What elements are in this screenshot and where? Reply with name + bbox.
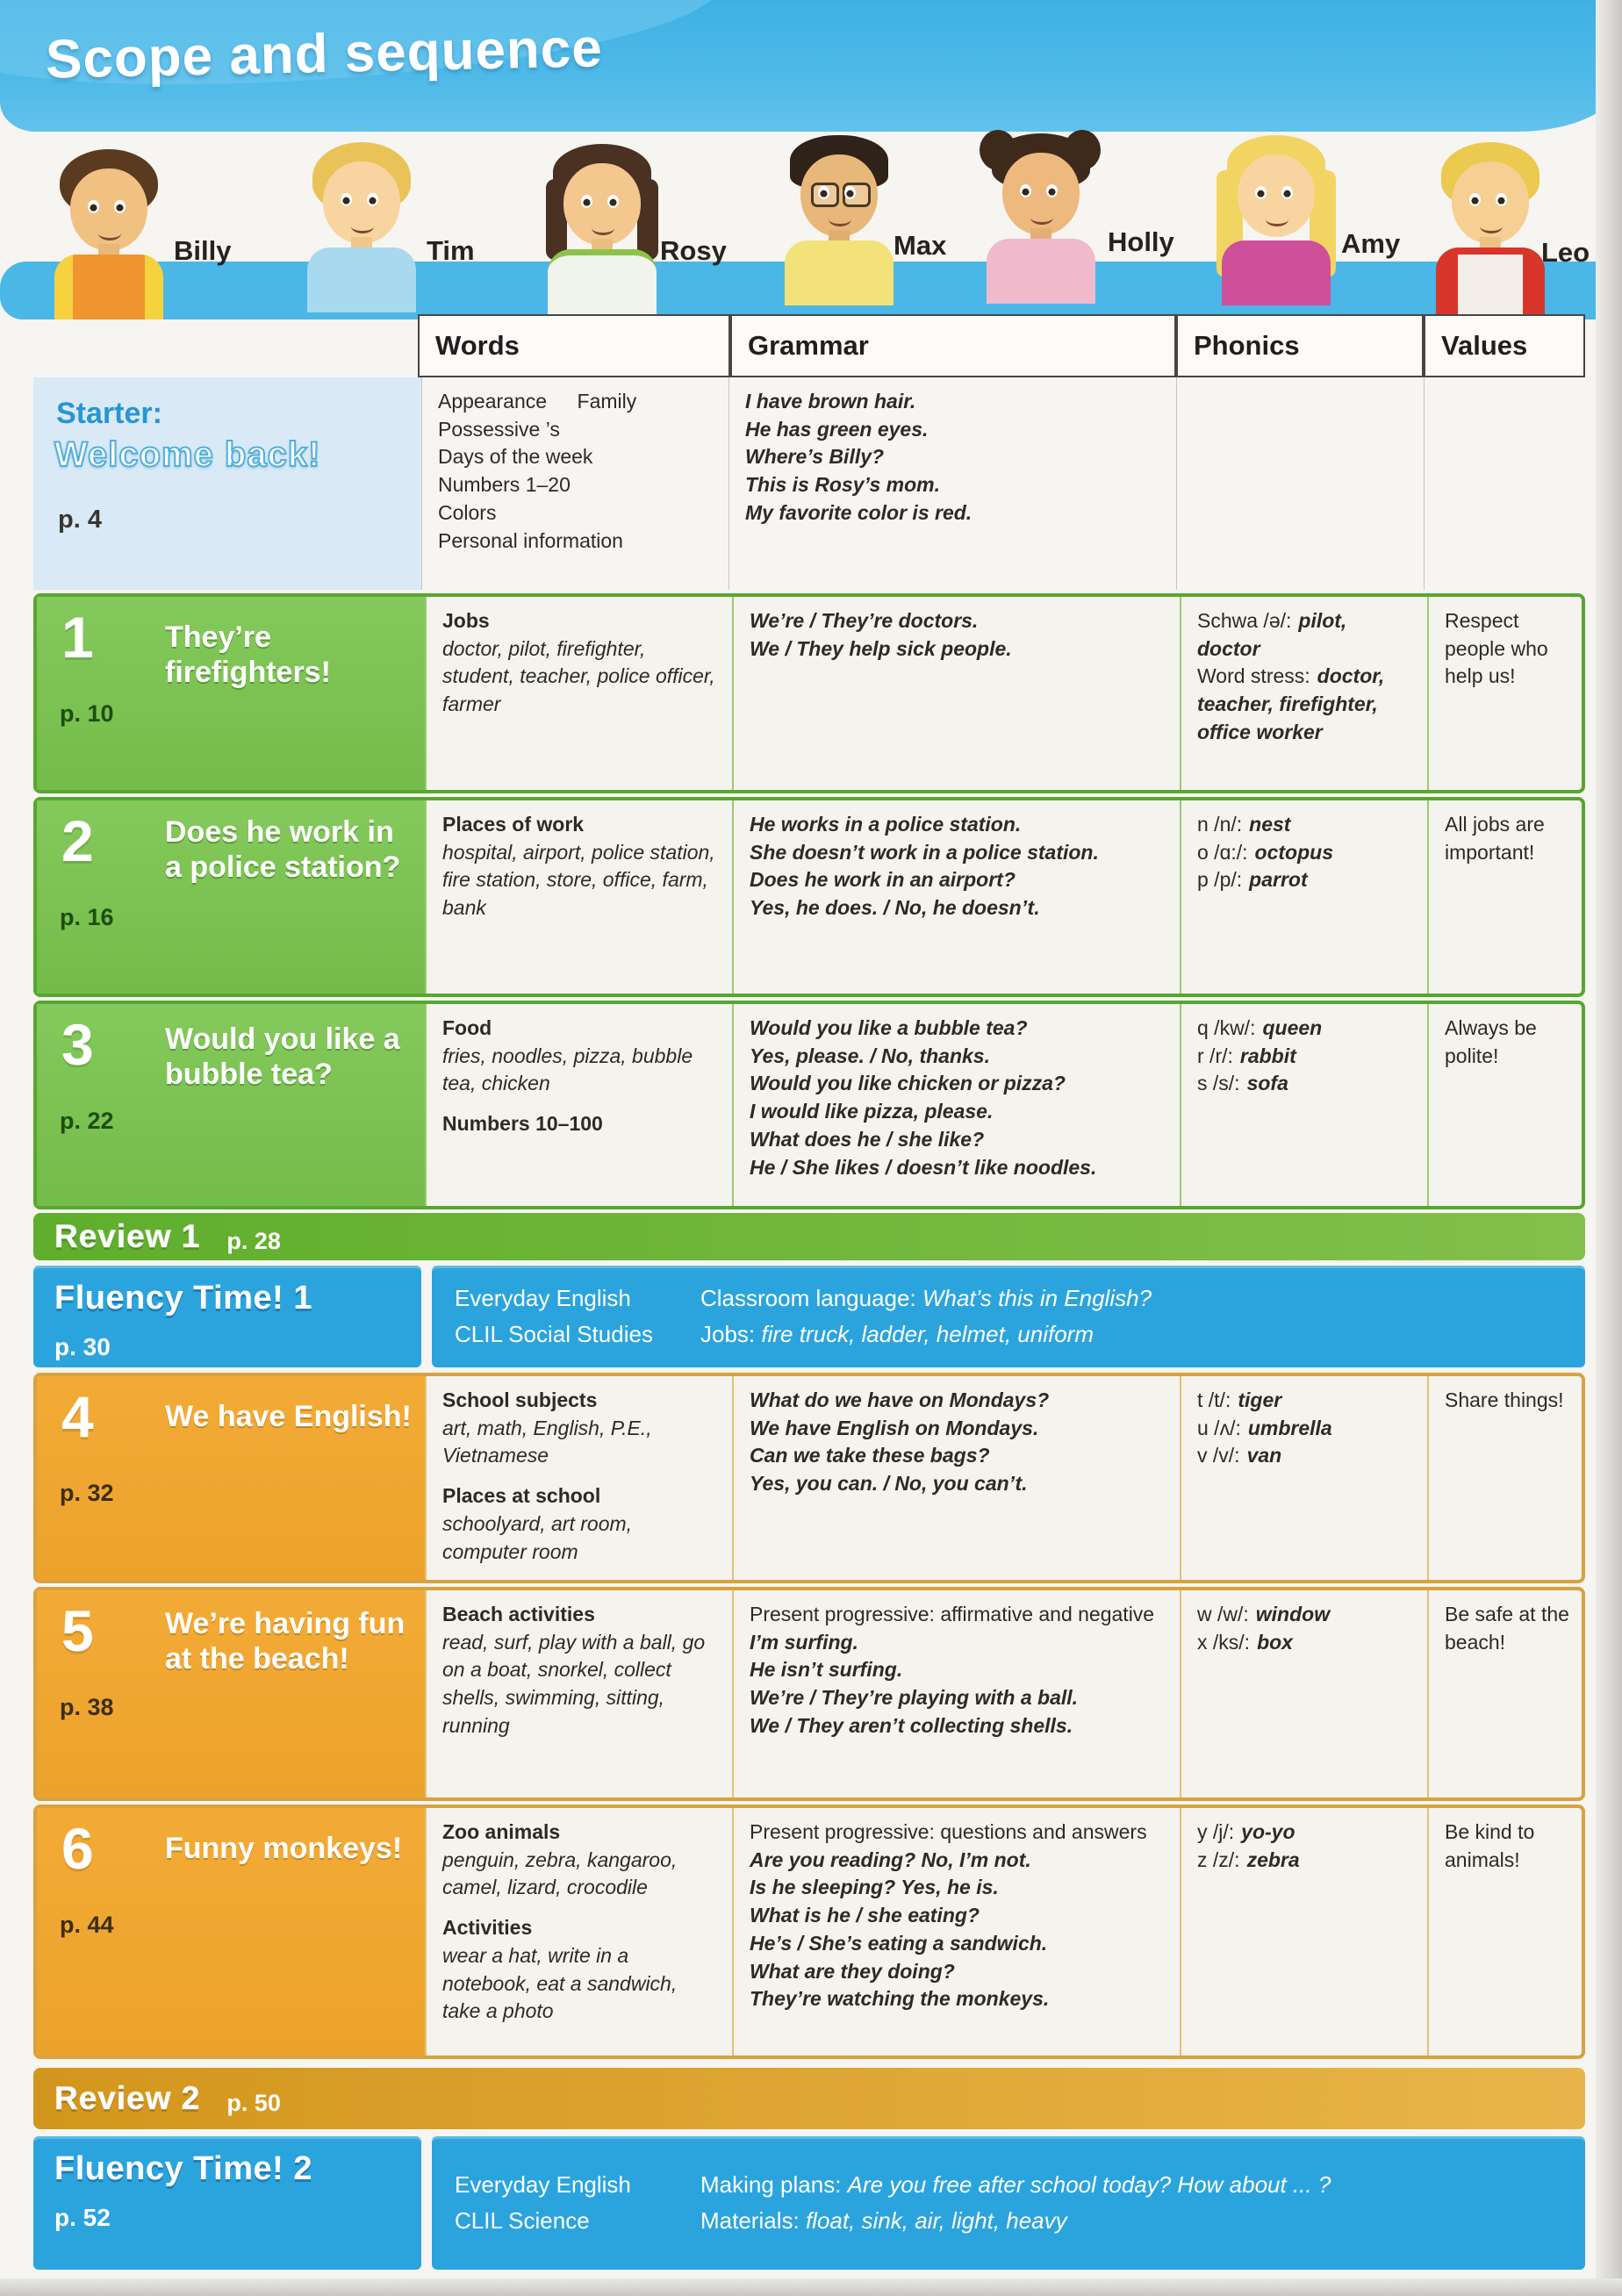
grammar-line: Can we take these bags? [750, 1444, 990, 1467]
rosy-mouth [592, 221, 614, 235]
unit-1-cell [37, 597, 425, 790]
grammar-line: I’m surfing. [750, 1630, 858, 1654]
tim-shirt [307, 248, 416, 312]
row-unit-5 [33, 1587, 1585, 1801]
grammar-line: We’re / They’re playing with a ball. [750, 1686, 1079, 1710]
words-heading: Places at school [442, 1484, 601, 1508]
unit-2-cell [37, 800, 425, 994]
unit-5-values-cell: Be safe at the beach! [1427, 1590, 1589, 1797]
phonics-key: q /kw/: [1197, 1016, 1256, 1039]
phonics-example: window [1255, 1603, 1331, 1625]
unit-3-cell [37, 1004, 425, 1206]
unit-4-values-cell: Share things! [1427, 1376, 1589, 1580]
unit-6-cell [37, 1808, 425, 2056]
unit-4-words-cell [425, 1376, 732, 1580]
grammar-line: What do we have on Mondays? [750, 1388, 1050, 1411]
phonics-key: o /ɑ:/: [1197, 840, 1248, 864]
fluency-row-text [700, 2207, 1562, 2235]
holly-eye [1046, 184, 1058, 197]
phonics-example: zebra [1246, 1848, 1300, 1871]
grammar-line: We / They help sick people. [750, 636, 1012, 660]
fluency-row-phrase: fire truck, ladder, helmet, uniform [761, 1321, 1094, 1347]
unit-1-values-cell: Respect people who help us! [1427, 597, 1589, 790]
starter-page-ref: p. 4 [58, 506, 102, 534]
rosy-eye [581, 195, 592, 208]
unit-title: We’re having fun at the beach! [165, 1607, 406, 1676]
words-heading: School subjects [442, 1388, 598, 1411]
unit-3-phonics-cell [1180, 1004, 1427, 1206]
grammar-line: He isn’t surfing. [750, 1658, 903, 1682]
unit-2-phonics-cell [1180, 800, 1427, 994]
starter-values-cell [1424, 377, 1585, 590]
unit-2-words-cell [425, 800, 732, 994]
words-list: hospital, airport, police station, fire station, store, office, farm, bank [442, 840, 715, 920]
amy-shirt [1222, 240, 1331, 305]
max-shirt [785, 240, 894, 305]
fluency-1-content-cell [432, 1266, 1585, 1367]
billy-eye [114, 200, 126, 213]
grammar-line: Yes, he does. / No, he doesn’t. [750, 896, 1040, 920]
leo-eye [1496, 193, 1507, 206]
amy-eye [1281, 186, 1293, 199]
starter-word-line: Possessive ’s [438, 417, 560, 441]
fluency-row-phrase: float, sink, air, light, heavy [805, 2207, 1067, 2234]
column-header-words: Words [418, 314, 730, 377]
words-list: art, math, English, P.E., Vietnamese [442, 1416, 652, 1467]
unit-number: 1 [61, 605, 94, 670]
grammar-line: Does he work in an airport? [750, 868, 1016, 892]
unit-6-phonics-cell [1180, 1808, 1427, 2056]
fluency-2-title-cell [33, 2136, 421, 2270]
grammar-line: He works in a police station. [750, 813, 1022, 836]
unit-5-cell [37, 1590, 425, 1797]
unit-page-ref: p. 22 [60, 1108, 114, 1134]
grammar-line: Would you like a bubble tea? [750, 1016, 1028, 1039]
character-name-amy: Amy [1341, 228, 1401, 259]
grammar-line: I have brown hair. [745, 390, 916, 413]
words-heading: Zoo animals [442, 1820, 561, 1843]
phonics-key: r /r/: [1197, 1044, 1233, 1067]
fluency-1-title: Fluency Time! 1 [54, 1280, 313, 1317]
holly-shirt [987, 239, 1095, 304]
words-list: fries, noodles, pizza, bubble tea, chicken [442, 1044, 693, 1095]
holly-eye [1020, 184, 1031, 197]
leo-shirt [1436, 248, 1545, 319]
words-heading: Food [442, 1016, 492, 1039]
review-1-page-ref: p. 28 [226, 1227, 281, 1254]
phonics-key: Schwa /ə/: [1197, 609, 1292, 632]
phonics-example: umbrella [1247, 1416, 1332, 1439]
unit-1-phonics-cell [1180, 597, 1427, 790]
character-name-holly: Holly [1108, 226, 1174, 257]
unit-2-values-cell: All jobs are important! [1427, 800, 1589, 994]
grammar-line: Would you like chicken or pizza? [750, 1072, 1066, 1095]
amy-eye [1255, 186, 1267, 199]
column-header-values: Values [1424, 314, 1585, 377]
grammar-line: Yes, please. / No, thanks. [750, 1044, 990, 1067]
starter-word-line: Days of the week [438, 445, 593, 469]
starter-grammar-cell [728, 377, 1176, 590]
unit-title: Funny monkeys! [165, 1832, 403, 1865]
words-heading: Places of work [442, 813, 585, 836]
unit-5-phonics-cell [1180, 1590, 1427, 1797]
tim-eye [367, 193, 378, 206]
fluency-2-page-ref: p. 52 [54, 2204, 111, 2231]
row-unit-1 [33, 593, 1585, 793]
unit-5-grammar-cell [732, 1590, 1180, 1797]
phonics-key: n /n/: [1197, 813, 1243, 836]
character-name-rosy: Rosy [660, 235, 727, 266]
column-header-grammar: Grammar [730, 314, 1176, 377]
unit-6-values-cell: Be kind to animals! [1427, 1808, 1589, 2056]
unit-page-ref: p. 32 [60, 1480, 114, 1506]
grammar-line: He / She likes / doesn’t like noodles. [750, 1155, 1097, 1179]
holly-mouth [1030, 211, 1053, 225]
avatar-billy [42, 147, 174, 319]
grammar-line: Yes, you can. / No, you can’t. [750, 1472, 1028, 1496]
unit-4-cell [37, 1376, 425, 1580]
grammar-line: We have English on Mondays. [750, 1416, 1039, 1439]
unit-4-grammar-cell [732, 1376, 1180, 1580]
unit-title: We have English! [165, 1400, 412, 1433]
starter-title: Welcome back! [54, 435, 321, 474]
grammar-line: This is Rosy’s mom. [745, 473, 940, 497]
unit-5-words-cell [425, 1590, 732, 1797]
avatar-holly [974, 132, 1106, 304]
row-unit-4 [33, 1373, 1585, 1583]
unit-number: 2 [61, 808, 94, 873]
unit-page-ref: p. 38 [60, 1694, 114, 1720]
unit-number: 4 [61, 1384, 94, 1449]
grammar-line: We / They aren’t collecting shells. [750, 1713, 1073, 1737]
unit-6-grammar-cell [732, 1808, 1180, 2056]
fluency-row-label: Everyday English [455, 1285, 631, 1311]
fluency-row-prefix: Classroom language: [700, 1285, 916, 1311]
rosy-eye [607, 195, 619, 208]
phonics-key: z /z/: [1197, 1848, 1240, 1871]
grammar-line: She doesn’t work in a police station. [750, 840, 1099, 864]
fluency-1-title-cell [33, 1266, 421, 1367]
words-heading: Activities [442, 1916, 533, 1940]
character-name-billy: Billy [174, 235, 232, 266]
starter-word-line: Personal information [438, 528, 623, 552]
unit-number: 5 [61, 1598, 94, 1663]
fluency-row-text [700, 1321, 1562, 1348]
review-1-label: Review 1 [54, 1218, 201, 1254]
unit-number: 6 [61, 1816, 94, 1881]
leo-eye [1469, 193, 1481, 206]
unit-1-words-cell [425, 597, 732, 790]
grammar-line: Is he sleeping? Yes, he is. [750, 1876, 999, 1899]
grammar-line: Where’s Billy? [745, 445, 885, 469]
avatar-rosy [535, 142, 667, 314]
avatar-amy [1209, 133, 1341, 305]
fluency-row-label: Everyday English [455, 2171, 631, 2198]
phonics-example: rabbit [1239, 1044, 1296, 1067]
grammar-line: What does he / she like? [750, 1127, 985, 1151]
phonics-key: y /j/: [1197, 1820, 1235, 1843]
page-title: Scope and sequence [45, 18, 604, 90]
grammar-line: He’s / She’s eating a sandwich. [750, 1931, 1048, 1955]
grammar-line: We’re / They’re doctors. [750, 609, 979, 632]
words-list: penguin, zebra, kangaroo, camel, lizard, crocodile [442, 1848, 678, 1899]
character-name-tim: Tim [427, 235, 475, 266]
fluency-2-title: Fluency Time! 2 [54, 2150, 313, 2187]
row-unit-2 [33, 797, 1585, 997]
phonics-example: nest [1249, 813, 1291, 836]
avatar-leo [1424, 140, 1555, 312]
unit-2-grammar-cell [732, 800, 1180, 994]
phonics-example: queen [1262, 1016, 1323, 1039]
billy-eye [88, 200, 99, 213]
grammar-line: My favorite color is red. [745, 500, 972, 524]
fluency-row-phrase: What’s this in English? [922, 1285, 1152, 1311]
tim-mouth [351, 219, 374, 233]
fluency-1-page-ref: p. 30 [54, 1333, 111, 1360]
phonics-key: Word stress: [1197, 664, 1310, 688]
phonics-example: van [1246, 1444, 1282, 1467]
page-edge-bottom [0, 2278, 1622, 2296]
phonics-example: pilot, doctor [1197, 609, 1347, 660]
character-name-leo: Leo [1541, 237, 1590, 268]
phonics-example: parrot [1249, 868, 1308, 892]
row-starter [33, 377, 1585, 590]
words-list: read, surf, play with a ball, go on a boat, snorkel, collect shells, swimming, sitting, running [442, 1630, 706, 1737]
row-unit-6 [33, 1805, 1585, 2059]
phonics-key: w /w/: [1197, 1603, 1249, 1625]
starter-label: Starter: [56, 397, 162, 430]
words-list: wear a hat, write in a notebook, eat a sandwich, take a photo [442, 1943, 678, 2023]
phonics-example: yo-yo [1241, 1820, 1295, 1843]
billy-mouth [98, 226, 121, 240]
words-list: schoolyard, art room, computer room [442, 1511, 633, 1563]
starter-word-line: Numbers 1–20 [438, 473, 571, 497]
fluency-row-prefix: Materials: [700, 2207, 800, 2234]
max-mouth [829, 212, 851, 226]
avatar-tim [295, 140, 427, 312]
phonics-key: p /p/: [1197, 868, 1243, 892]
starter-phonics-cell [1176, 377, 1424, 590]
words-heading: Jobs [442, 609, 490, 632]
unit-title: Does he work in a police station? [165, 815, 401, 885]
tim-eye [341, 193, 352, 206]
page-edge-right [1596, 0, 1622, 2296]
phonics-example: box [1257, 1630, 1293, 1654]
phonics-key: u /ʌ/: [1197, 1416, 1241, 1439]
max-eye [844, 186, 856, 199]
unit-page-ref: p. 16 [60, 904, 114, 930]
fluency-row-text [700, 1285, 1562, 1312]
grammar-line: What is he / she eating? [750, 1904, 980, 1927]
amy-mouth [1266, 212, 1288, 226]
phonics-key: v /v/: [1197, 1444, 1240, 1467]
phonics-example: doctor, teacher, firefighter, office worker [1197, 664, 1385, 743]
max-eye [818, 186, 829, 199]
phonics-example: sofa [1246, 1072, 1288, 1095]
fluency-row-phrase: Are you free after school today? How about ... ? [847, 2171, 1331, 2198]
words-list: doctor, pilot, firefighter, student, teacher, police officer, farmer [442, 636, 715, 716]
review-1-bar [33, 1213, 1585, 1260]
phonics-key: x /ks/: [1197, 1630, 1251, 1654]
review-2-label: Review 2 [54, 2080, 201, 2116]
starter-words-cell [421, 377, 728, 590]
starter-unit-cell [33, 377, 421, 590]
avatar-max [772, 133, 904, 305]
starter-word-line: Colors [438, 500, 497, 524]
unit-title: Would you like a bubble tea? [165, 1022, 400, 1092]
unit-4-phonics-cell [1180, 1376, 1427, 1580]
unit-number: 3 [61, 1012, 94, 1077]
unit-title: They’re firefighters! [165, 621, 331, 690]
starter-word-line: Appearance Family [438, 390, 637, 413]
fluency-row-label: CLIL Social Studies [455, 1321, 653, 1347]
billy-shirt [54, 255, 163, 319]
review-2-page-ref: p. 50 [226, 2089, 281, 2116]
grammar-intro: Present progressive: questions and answers [750, 1820, 1147, 1843]
grammar-line: I would like pizza, please. [750, 1100, 994, 1123]
grammar-intro: Present progressive: affirmative and negative [750, 1603, 1155, 1625]
words-heading: Beach activities [442, 1603, 595, 1625]
row-unit-3 [33, 1001, 1585, 1209]
fluency-row-prefix: Making plans: [700, 2171, 842, 2198]
leo-mouth [1480, 219, 1503, 233]
fluency-row-text [700, 2171, 1562, 2199]
fluency-row-label: CLIL Science [455, 2207, 590, 2234]
rosy-shirt [548, 249, 657, 320]
grammar-line: Are you reading? No, I’m not. [750, 1848, 1031, 1871]
words-heading: Numbers 10–100 [442, 1112, 603, 1136]
grammar-line: What are they doing? [750, 1959, 955, 1983]
unit-6-words-cell [425, 1808, 732, 2056]
grammar-line: They’re watching the monkeys. [750, 1987, 1050, 2011]
review-2-bar [33, 2068, 1585, 2129]
phonics-example: tiger [1238, 1388, 1282, 1411]
unit-3-words-cell [425, 1004, 732, 1206]
fluency-2-content-cell [432, 2136, 1585, 2270]
phonics-key: s /s/: [1197, 1072, 1240, 1095]
grammar-line: He has green eyes. [745, 417, 929, 441]
unit-3-grammar-cell [732, 1004, 1180, 1206]
unit-page-ref: p. 10 [60, 700, 114, 727]
column-header-phonics: Phonics [1176, 314, 1424, 377]
unit-1-grammar-cell [732, 597, 1180, 790]
unit-3-values-cell: Always be polite! [1427, 1004, 1589, 1206]
character-name-max: Max [894, 230, 947, 261]
fluency-row-prefix: Jobs: [700, 1321, 756, 1347]
phonics-example: octopus [1254, 840, 1333, 864]
phonics-key: t /t/: [1197, 1388, 1231, 1411]
unit-page-ref: p. 44 [60, 1912, 114, 1938]
